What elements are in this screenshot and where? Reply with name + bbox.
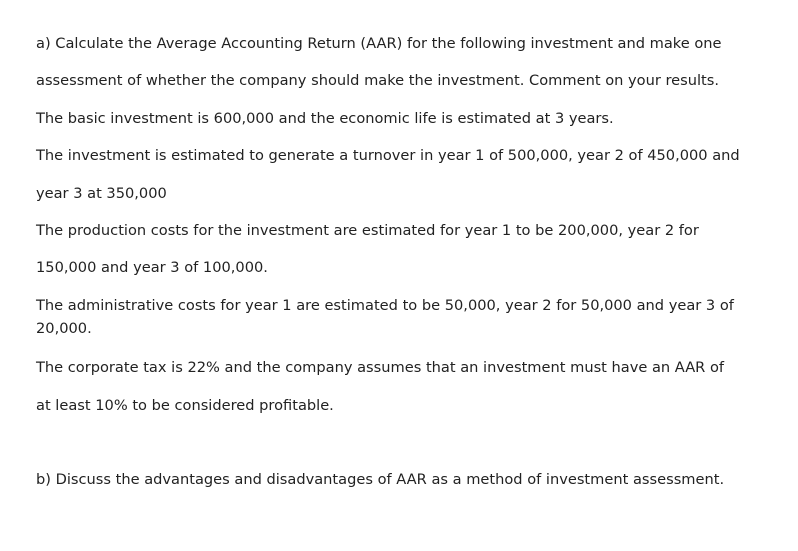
basic-investment-text: The basic investment is 600,000 and the economic life is estimated at 3 years. [36,110,614,127]
question-a-line-2: assessment of whether the company should make the investment. Comment on your results. [36,72,719,89]
tax-threshold-line-2: at least 10% to be considered profitable. [36,397,334,414]
question-b-text: b) Discuss the advantages and disadvantages of AAR as a method of investment assessment. [36,471,725,488]
turnover-line-2: year 3 at 350,000 [36,185,167,202]
administrative-costs-line-2: 20,000. [36,320,92,337]
question-a-line-1: a) Calculate the Average Accounting Return (AAR) for the following investment and make one [36,35,722,52]
turnover-line-1: The investment is estimated to generate a turnover in year 1 of 500,000, year 2 of 450,000 and [36,147,740,164]
tax-threshold-line-1: The corporate tax is 22% and the company assumes that an investment must have an AAR of [36,359,725,376]
production-costs-line-1: The production costs for the investment are estimated for year 1 to be 200,000, year 2 for [36,222,699,239]
administrative-costs-line-1: The administrative costs for year 1 are estimated to be 50,000, year 2 for 50,000 and year 3 of [36,297,734,314]
production-costs-line-2: 150,000 and year 3 of 100,000. [36,259,268,276]
